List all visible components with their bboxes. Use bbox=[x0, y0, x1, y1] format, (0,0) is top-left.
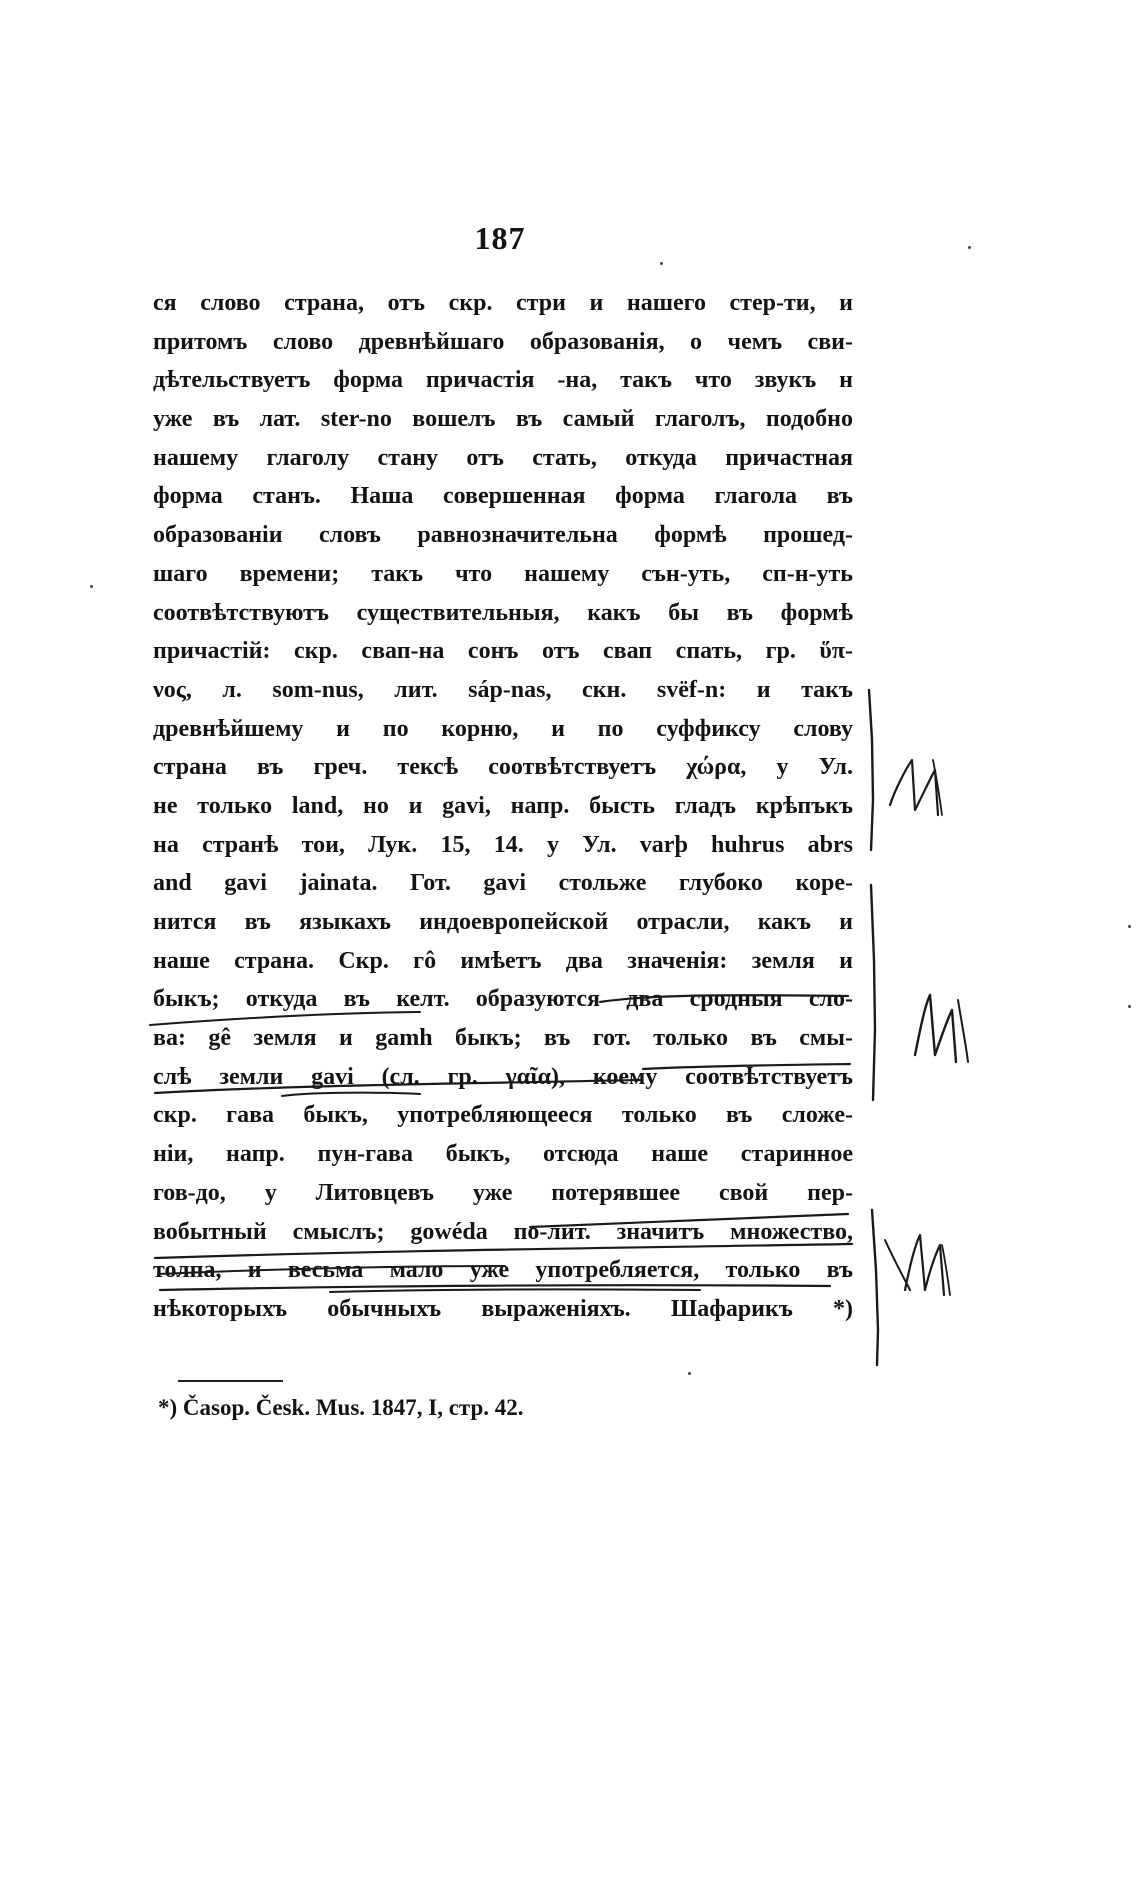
text-line: причастій: скр. свап-на сонъ отъ свап спать, гр. ὕπ- bbox=[153, 638, 853, 665]
margin-mark bbox=[958, 1000, 968, 1062]
margin-mark bbox=[905, 1235, 944, 1295]
speck-mark bbox=[90, 585, 93, 588]
text-line: нѣкоторыхъ обычныхъ выраженіяхъ. Шафарикъ *) bbox=[153, 1295, 853, 1322]
text-line: ва: gê земля и gamh быкъ; въ гот. только въ смы- bbox=[153, 1025, 853, 1052]
text-line: and gavi jainata. Гот. gavi стольже глубоко коре- bbox=[153, 870, 853, 897]
text-line: страна въ греч. тексѣ соотвѣтствуетъ χώρα, у Ул. bbox=[153, 754, 853, 781]
text-line: нится въ языкахъ индоевропейской отрасли, какъ и bbox=[153, 909, 853, 935]
margin-bracket bbox=[869, 690, 873, 850]
margin-bracket bbox=[871, 885, 875, 1100]
margin-mark bbox=[915, 995, 956, 1062]
speck-mark bbox=[1128, 1005, 1131, 1008]
text-line: притомъ слово древнѣйшаго образованія, о чемъ сви- bbox=[153, 328, 853, 355]
margin-mark bbox=[890, 760, 938, 815]
text-line: уже въ лат. ster-no вошелъ въ самый глаголъ, подобно bbox=[153, 406, 853, 433]
text-line: слѣ земли gavi (сл. гр. γαῖα), коему соотвѣтствуетъ bbox=[153, 1063, 853, 1090]
margin-mark bbox=[885, 1240, 910, 1290]
text-line: скр. гава быкъ, употребляющееся только въ сложе- bbox=[153, 1102, 853, 1129]
text-line: соотвѣтствуютъ существительныя, какъ бы въ формѣ bbox=[153, 599, 853, 626]
margin-mark bbox=[933, 760, 942, 815]
text-line: вобытный смыслъ; gowéda по-лит. значитъ множество, bbox=[153, 1218, 853, 1245]
text-line: нашему глаголу стану отъ стать, откуда причастная bbox=[153, 444, 853, 471]
text-line: гов-до, у Литовцевъ уже потерявшее свой пер- bbox=[153, 1179, 853, 1206]
margin-bracket bbox=[872, 1210, 878, 1365]
text-line: ніи, напр. пун-гава быкъ, отсюда наше старинное bbox=[153, 1141, 853, 1168]
text-line: образованіи словъ равнозначительна формѣ прошед- bbox=[153, 522, 853, 549]
text-line: νος, л. som-nus, лит. sáp-nas, скн. svëf-n: и такъ bbox=[153, 676, 853, 703]
text-line: быкъ; откуда въ келт. образуются два сродныя сло- bbox=[153, 986, 853, 1013]
margin-mark bbox=[942, 1245, 950, 1295]
page-number: 187 bbox=[474, 220, 526, 256]
text-line: наше страна. Скр. гô имѣетъ два значенія: земля и bbox=[153, 947, 853, 974]
text-line: дѣтельствуетъ форма причастія -на, такъ что звукъ н bbox=[153, 367, 853, 394]
body-text bbox=[153, 284, 853, 1329]
text-line: шаго времени; такъ что нашему сън-уть, сп-н-уть bbox=[153, 560, 853, 587]
text-line: не только land, но и gavi, напр. бысть гладъ крѣпъкъ bbox=[153, 792, 853, 819]
speck-mark bbox=[968, 246, 971, 249]
speck-mark bbox=[660, 262, 663, 265]
footnote-rule bbox=[178, 1380, 283, 1382]
text-line: на странѣ тои, Лук. 15, 14. у Ул. varþ huhrus abrs bbox=[153, 831, 853, 858]
text-line: древнѣйшему и по корню, и по суффиксу слову bbox=[153, 715, 853, 742]
text-line: форма станъ. Наша совершенная форма глагола въ bbox=[153, 483, 853, 510]
text-line: толпа, и весьма мало уже употребляется, только въ bbox=[153, 1257, 853, 1284]
text-line: ся слово страна, отъ скр. стри и нашего стер-ти, и bbox=[153, 290, 853, 316]
speck-mark bbox=[688, 1372, 691, 1375]
footnote: *) Časop. Česk. Mus. 1847, I, стр. 42. bbox=[158, 1395, 524, 1420]
speck-mark bbox=[1128, 925, 1131, 928]
